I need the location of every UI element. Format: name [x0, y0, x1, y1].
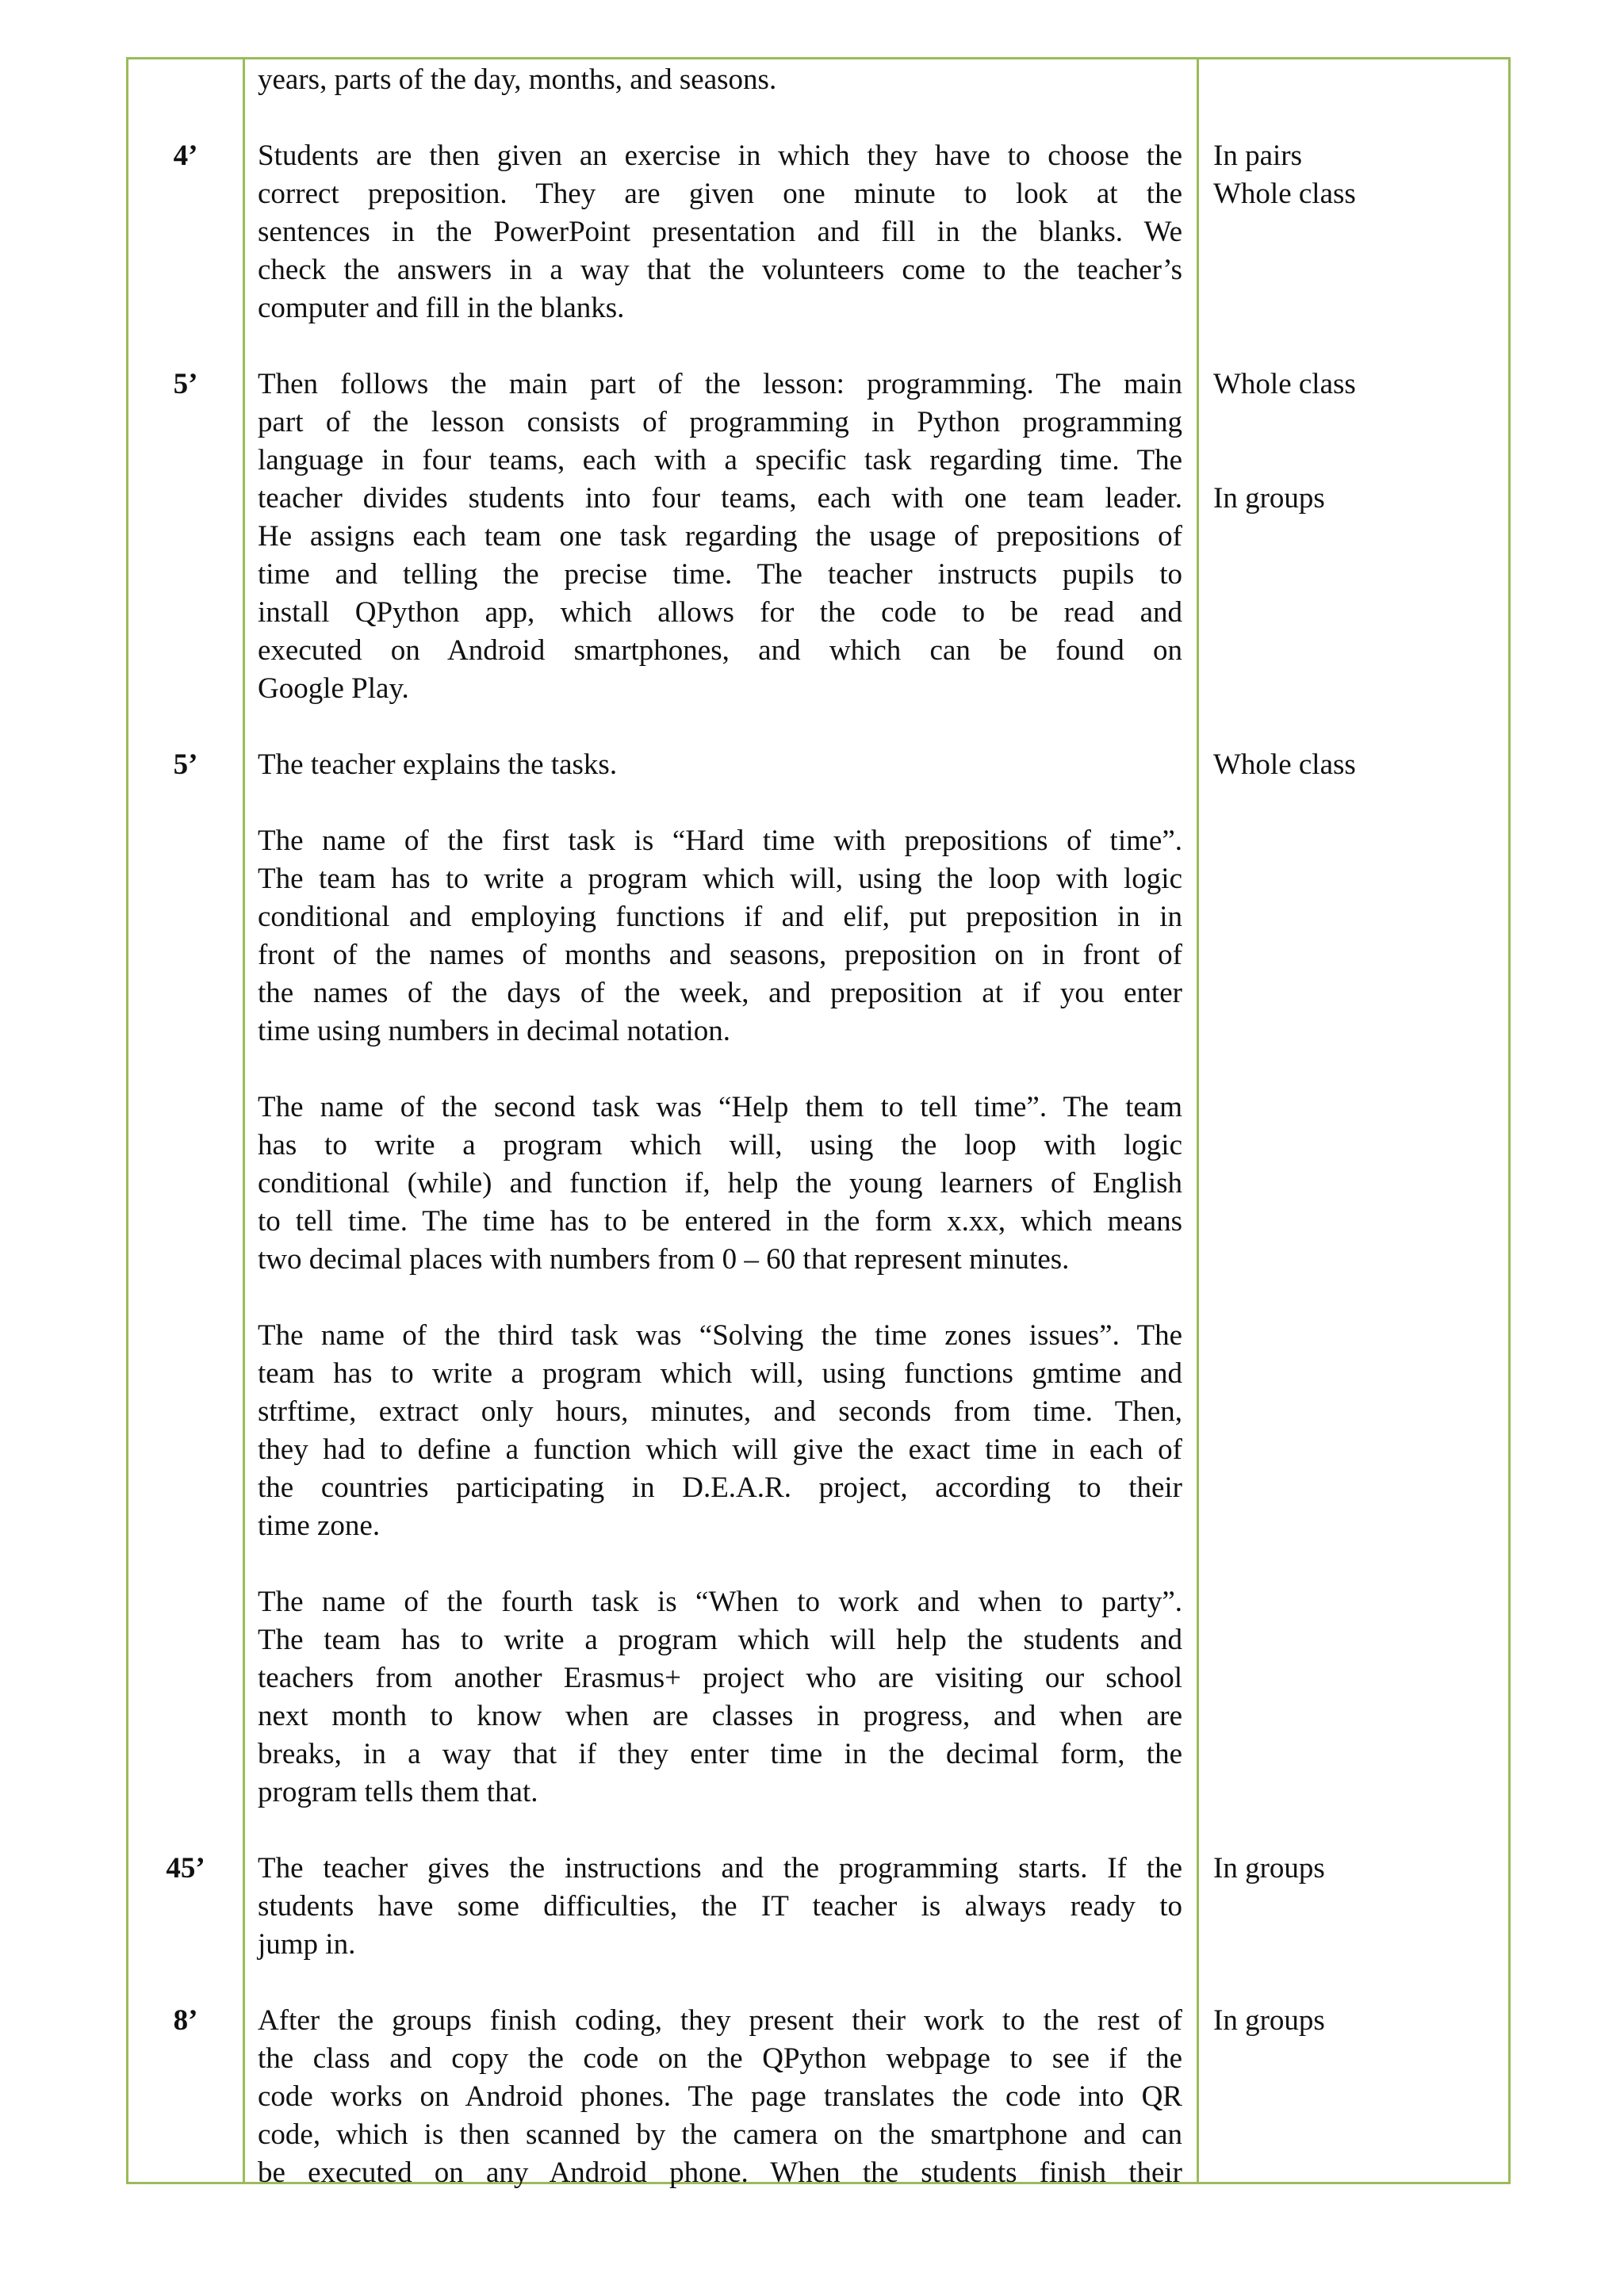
description-cell	[258, 746, 1182, 784]
description-line: next month to know when are classes in progress, and when are	[258, 1700, 1182, 1732]
description-cell	[258, 1317, 1182, 1545]
description-cell	[258, 1583, 1182, 1812]
description-line: computer and fill in the blanks.	[258, 292, 625, 324]
description-line: strftime, extract only hours, minutes, and seconds from time. Then,	[258, 1395, 1182, 1428]
description-line: The name of the third task was “Solving the time zones issues”. The	[258, 1319, 1182, 1352]
work-form-cell: Whole class	[1213, 748, 1356, 781]
description-line: The name of the first task is “Hard time with prepositions of time”.	[258, 825, 1182, 857]
description-line: students have some difficulties, the IT teacher is always ready to	[258, 1890, 1182, 1923]
description-line: The name of the second task was “Help them to tell time”. The team	[258, 1091, 1182, 1123]
description-line: part of the lesson consists of programming in Python programming	[258, 406, 1182, 438]
time-cell: 4’	[173, 140, 198, 172]
description-line: years, parts of the day, months, and seasons.	[258, 63, 777, 96]
work-form-cell: In pairs	[1213, 140, 1302, 172]
description-line: team has to write a program which will, using functions gmtime and	[258, 1357, 1182, 1390]
description-cell	[258, 822, 1182, 1050]
description-line: He assigns each team one task regarding the usage of prepositions of	[258, 520, 1182, 553]
description-line: teachers from another Erasmus+ project who are visiting our school	[258, 1662, 1182, 1694]
description-cell	[258, 61, 1182, 99]
description-line: sentences in the PowerPoint presentation and fill in the blanks. We	[258, 216, 1182, 248]
description-line: Students are then given an exercise in which they have to choose the	[258, 140, 1182, 172]
description-line: breaks, in a way that if they enter time in the decimal form, the	[258, 1738, 1182, 1770]
description-line: The team has to write a program which will, using the loop with logic	[258, 863, 1182, 895]
description-line: conditional (while) and function if, help the young learners of English	[258, 1167, 1182, 1200]
column-divider-time	[243, 57, 245, 2184]
description-line: Google Play.	[258, 672, 409, 705]
description-cell	[258, 137, 1182, 327]
description-line: they had to define a function which will give the exact time in each of	[258, 1433, 1182, 1466]
description-line: time using numbers in decimal notation.	[258, 1015, 731, 1047]
description-line: the class and copy the code on the QPython webpage to see if the	[258, 2042, 1182, 2075]
work-form-cell: In groups	[1213, 2004, 1325, 2037]
description-line: code works on Android phones. The page translates the code into QR	[258, 2080, 1182, 2113]
description-line: front of the names of months and seasons, preposition on in front of	[258, 939, 1182, 971]
description-line: After the groups finish coding, they present their work to the rest of	[258, 2004, 1182, 2037]
description-line: The name of the fourth task is “When to work and when to party”.	[258, 1586, 1182, 1618]
description-line: time and telling the precise time. The teacher instructs pupils to	[258, 558, 1182, 591]
description-line: the names of the days of the week, and preposition at if you enter	[258, 977, 1182, 1009]
column-divider-form	[1197, 57, 1199, 2184]
description-cell	[258, 365, 1182, 708]
description-line: The team has to write a program which will help the students and	[258, 1624, 1182, 1656]
description-line: executed on Android smartphones, and which can be found on	[258, 634, 1182, 667]
description-line: code, which is then scanned by the camera on the smartphone and can	[258, 2118, 1182, 2151]
description-cell	[258, 2002, 1182, 2192]
description-line: The teacher gives the instructions and the programming starts. If the	[258, 1852, 1182, 1885]
time-cell: 5’	[173, 748, 198, 781]
description-line: Then follows the main part of the lesson: programming. The main	[258, 368, 1182, 400]
description-line: has to write a program which will, using the loop with logic	[258, 1129, 1182, 1161]
description-line: the countries participating in D.E.A.R. project, according to their	[258, 1471, 1182, 1504]
description-line: program tells them that.	[258, 1776, 538, 1808]
description-line: teacher divides students into four teams, each with one team leader.	[258, 482, 1182, 515]
time-cell: 45’	[166, 1852, 205, 1885]
work-form-cell: In groups	[1213, 482, 1325, 515]
description-line: correct preposition. They are given one minute to look at the	[258, 178, 1182, 210]
description-line: be executed on any Android phone. When the students finish their	[258, 2156, 1182, 2189]
work-form-cell: In groups	[1213, 1852, 1325, 1885]
work-form-cell: Whole class	[1213, 368, 1356, 400]
time-cell: 8’	[173, 2004, 198, 2037]
description-line: jump in.	[258, 1928, 356, 1961]
time-cell: 5’	[173, 368, 198, 400]
description-line: The teacher explains the tasks.	[258, 748, 618, 781]
description-cell	[258, 1089, 1182, 1279]
description-line: time zone.	[258, 1510, 381, 1542]
description-line: language in four teams, each with a specific task regarding time. The	[258, 444, 1182, 476]
description-line: conditional and employing functions if and elif, put preposition in in	[258, 901, 1182, 933]
description-line: check the answers in a way that the volunteers come to the teacher’s	[258, 254, 1182, 286]
description-line: two decimal places with numbers from 0 – 60 that represent minutes.	[258, 1243, 1070, 1276]
description-line: to tell time. The time has to be entered in the form x.xx, which means	[258, 1205, 1182, 1238]
description-line: install QPython app, which allows for the code to be read and	[258, 596, 1182, 629]
description-cell	[258, 1850, 1182, 1964]
work-form-cell: Whole class	[1213, 178, 1356, 210]
